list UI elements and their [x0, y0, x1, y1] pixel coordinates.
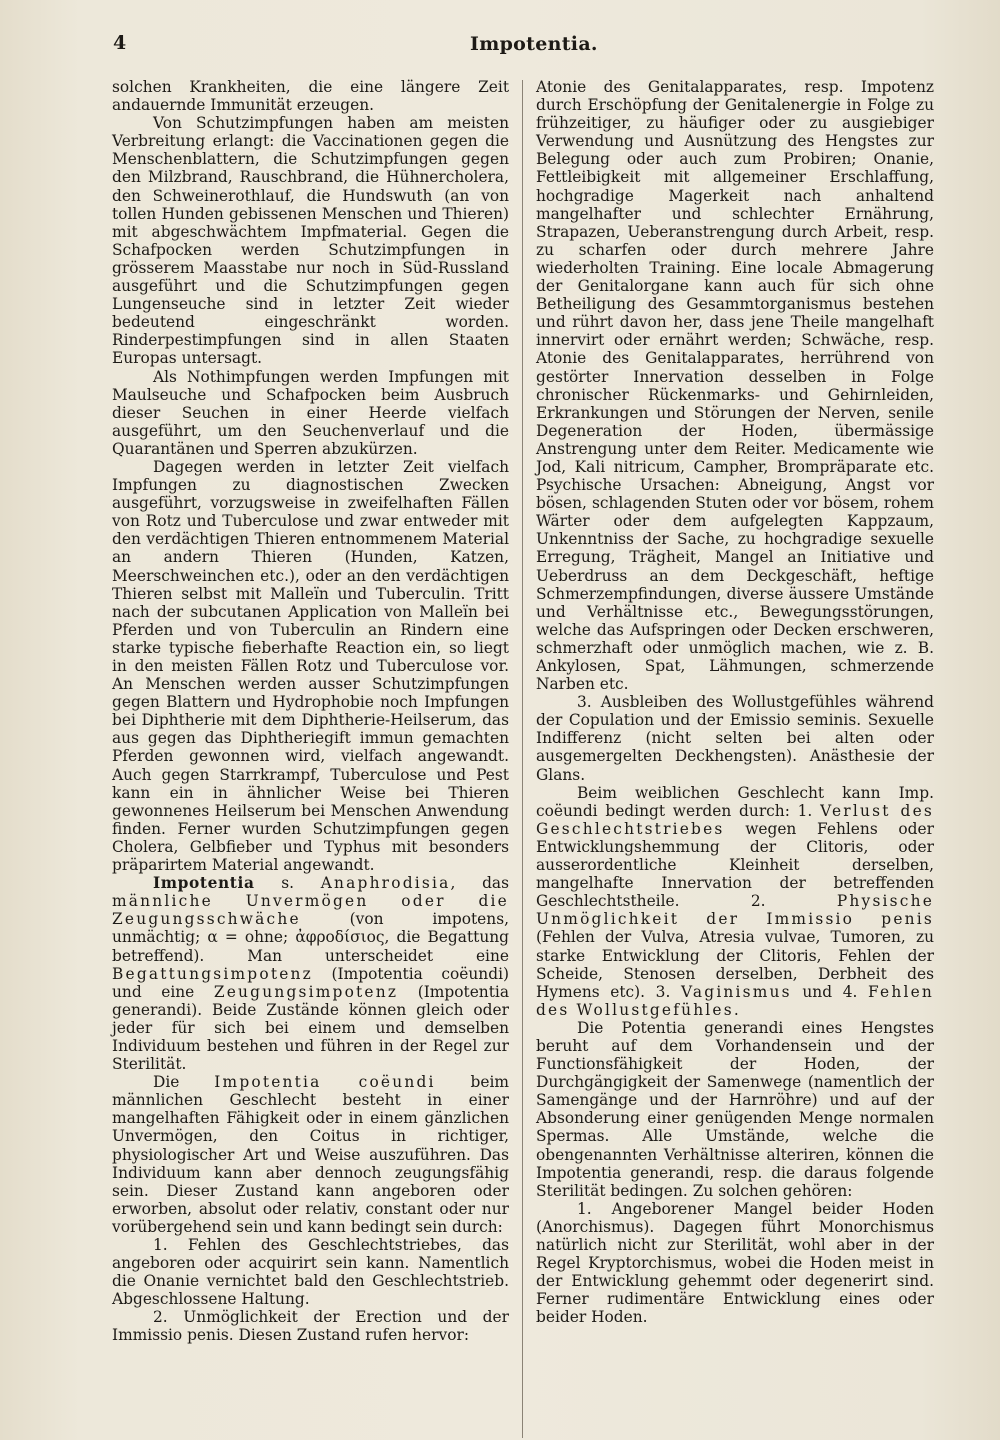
text-run: (Impotentia coëundi) und eine [112, 964, 509, 1001]
list-item: 3. Ausbleiben des Wollustgefühles während der Copulation und der Emissio seminis. Sexuelle Indifferenz (nicht selten bei alten oder ausgemergelten Deckhengsten). Anästhesie der Glans. [536, 693, 934, 784]
text-run: . [733, 1000, 739, 1019]
paragraph: Die Potentia generandi eines Hengstes beruht auf dem Vorhandensein und der Functionsfähigkeit der Hoden, der Durchgängigkeit der Samenwege (namentlich der Samengänge und der Harnröhre) und auf der Absonderung einer genügenden Menge normalen Spermas. Alle Umstände, welche die obengenannten Verhältnisse alteriren, können die Impotentia generandi, resp. die daraus folgende Sterilität bedingen. Zu solchen gehören: [536, 1018, 934, 1200]
paragraph: Als Nothimpfungen werden Impfungen mit Maulseuche und Schafpocken beim Ausbruch dieser Seuchen in einer Heerde vielfach ausgeführt, um den Seuchenverlauf und die Quarantänen und Sperren abzukürzen. [112, 367, 509, 458]
spaced-term: Impotentia coëundi [214, 1073, 436, 1092]
paragraph [112, 1073, 509, 1236]
text-run: (von impotens, unmächtig; α = ohne; ἀφροδίσιος, die Begattung betreffend). Man unterscheidet eine [112, 910, 509, 965]
text-run: Beim weiblichen Geschlecht kann Imp. coëundi bedingt werden durch: 1. [536, 783, 934, 820]
text-run: und 4. [791, 982, 868, 1001]
spaced-term: Fehlen des Wollustgefühles [536, 982, 934, 1019]
spaced-term: Begattungsimpotenz [112, 964, 313, 983]
list-item: 1. Angeborener Mangel beider Hoden (Anorchismus). Dagegen führt Monorchismus natürlich nicht zur Sterilität, wohl aber in der Regel Kryptorchismus, wobei die Hoden meist in der Entwicklung gehemmt oder degenerirt sind. Ferner rudimentäre Entwicklung eines oder beider Hoden. [536, 1199, 934, 1327]
text-run: (Impotentia generandi). Beide Zustände können gleich oder jeder für sich bei einem und demselben Individuum bestehen und führen in der Regel zur Sterilität. [112, 982, 509, 1074]
spaced-term: Physische Unmöglichkeit der Immissio penis [536, 892, 934, 929]
left-column [112, 78, 509, 1345]
spaced-term: Vaginismus [680, 982, 792, 1001]
entry-headword: Impotentia [153, 874, 255, 893]
right-column [536, 78, 934, 1326]
spaced-term: Zeugungsimpotenz [213, 982, 399, 1001]
paragraph [536, 784, 934, 1019]
entry-paragraph-impotentia [112, 874, 509, 1073]
text-run: , das [450, 874, 509, 893]
text-run: beim männlichen Geschlecht besteht in einer mangelhaften Fähigkeit oder in einem gänzlichen Unvermögen, den Coitus in richtiger, physiologischer Art und Weise auszuführen. Das Individuum kann aber dennoch zeugungsfähig sein. Dieser Zustand kann angeboren oder erworben, absolut oder relativ, constant oder nur vorübergehend sein und kann bedingt sein durch: [112, 1073, 509, 1236]
list-item: 1. Fehlen des Geschlechtstriebes, das angeboren oder acquirirt sein kann. Namentlich die Onanie vernichtet bald den Geschlechtstrieb. Abgeschlossene Haltung. [112, 1236, 509, 1309]
paragraph: Dagegen werden in letzter Zeit vielfach Impfungen zu diagnostischen Zwecken ausgeführt, vorzugsweise in zweifelhaften Fällen von Rotz und Tuberculose und zwar entweder mit den verdächtigen Thieren entnommenem Material an andern Thieren (Hunden, Katzen, Meerschweinchen etc.), oder an den verdächtigen Thieren selbst mit Malleïn und Tuberculin. Tritt nach der subcutanen Application von Malleïn bei Pferden und von Tuberculin an Rindern eine starke typische fieberhafte Reaction ein, so liegt in den meisten Fällen Rotz und Tuberculose vor. An Menschen werden ausser Schutzimpfungen gegen Blattern und Hydrophobie noch Impfungen bei Diphtherie mit dem Diphtherie-Heilserum, das aus gegen das Diphtheriegift immun gemachten Pferden gewonnen wird, vielfach angewandt. Auch gegen Starrkrampf, Tuberculose und Pest kann ein in ähnlicher Weise bei Thieren gewonnenes Heilserum bei Menschen Anwendung finden. Ferner wurden Schutzimpfungen gegen Cholera, Gelbfieber und Typhus mit besonders präparirtem Material angewandt. [112, 457, 509, 875]
paragraph: Von Schutzimpfungen haben am meisten Verbreitung erlangt: die Vaccinationen gegen die Menschenblattern, die Schutzimpfungen gegen den Milzbrand, Rauschbrand, die Hühnercholera, den Schweinerothlauf, die Hundswuth (an von tollen Hunden gebissenen Menschen und Thieren) mit abgeschwächtem Impfmaterial. Gegen die Schafpocken werden Schutzimpfungen in grösserem Maasstabe nur noch in Süd-Russland ausgeführt und die Schutzimpfungen gegen Lungenseuche sind in letzter Zeit wieder bedeutend eingeschränkt worden. Rinderpestimpfungen sind in allen Staaten Europas untersagt. [112, 114, 509, 368]
spaced-term: männliche Unvermögen oder die Zeugungsschwäche [112, 892, 509, 929]
paragraph: Atonie des Genitalapparates, resp. Impotenz durch Erschöpfung der Genitalenergie in Folge zu frühzeitiger, zu häufiger oder zu ausgiebiger Verwendung und Ausnützung des Hengstes zur Belegung oder auch zum Probiren; Onanie, Fettleibigkeit mit allgemeiner Erschlaffung, hochgradige Magerkeit nach anhaltend mangelhafter und schlechter Ernährung, Strapazen, Ueberanstrengung durch Arbeit, resp. zu scharfen oder durch mehrere Jahre wiederholten Training. Eine locale Abmagerung der Genitalorgane kann auch für sich ohne Betheiligung des Gesammtorganismus bestehen und rührt davon her, dass jene Theile mangelhaft innervirt oder ernährt werden; Schwäche, resp. Atonie des Genitalapparates, herrührend von gestörter Innervation desselben in Folge chronischer Rückenmarks- und Gehirnleiden, Erkrankungen und Störungen der Nerven, senile Degeneration der Hoden, übermässige Anstrengung unter dem Reiter. Medicamente wie Jod, Kali nitricum, Campher, Brompräparate etc. Psychische Ursachen: Abneigung, Angst vor bösen, schlagenden Stuten oder vor bösem, rohem Wärter oder dem aufgelegten Kappzaum, Unkenntniss der Sache, zu hochgradige sexuelle Erregung, Trägheit, Mangel an Initiative und Ueberdruss an dem Deckgeschäft, heftige Schmerzempfindungen, diverse äussere Umstände und Verhältnisse etc., Bewegungsstörungen, welche das Aufspringen oder Decken erschweren, schmerzhaft oder unmöglich machen, wie z. B. Ankylosen, Spat, Lähmungen, schmerzende Narben etc. [536, 78, 934, 694]
running-title: Impotentia. [470, 33, 598, 55]
list-item: 2. Unmöglichkeit der Erection und der Immissio penis. Diesen Zustand rufen hervor: [112, 1308, 509, 1345]
text-run: (Fehlen der Vulva, Atresia vulvae, Tumoren, zu starke Entwicklung der Clitoris, Fehlen der Scheide, Stenosen derselben, Derbheit des Hymens etc). 3. [536, 928, 934, 1001]
text-run: wegen Fehlens oder Entwicklungshemmung der Clitoris, oder ausserordentliche Kleinheit derselben, mangelhafte Innervation der betreffenden Geschlechtstheile. 2. [536, 819, 934, 911]
column-divider [522, 80, 523, 1438]
paragraph: solchen Krankheiten, die eine längere Zeit andauernde Immunität erzeugen. [112, 78, 509, 115]
spaced-term: Verlust des Geschlechtstriebes [536, 801, 934, 838]
text-run: s. [254, 874, 321, 893]
spaced-term: Anaphrodisia [320, 874, 451, 893]
text-run: Die [153, 1073, 215, 1092]
page-number: 4 [113, 32, 127, 54]
